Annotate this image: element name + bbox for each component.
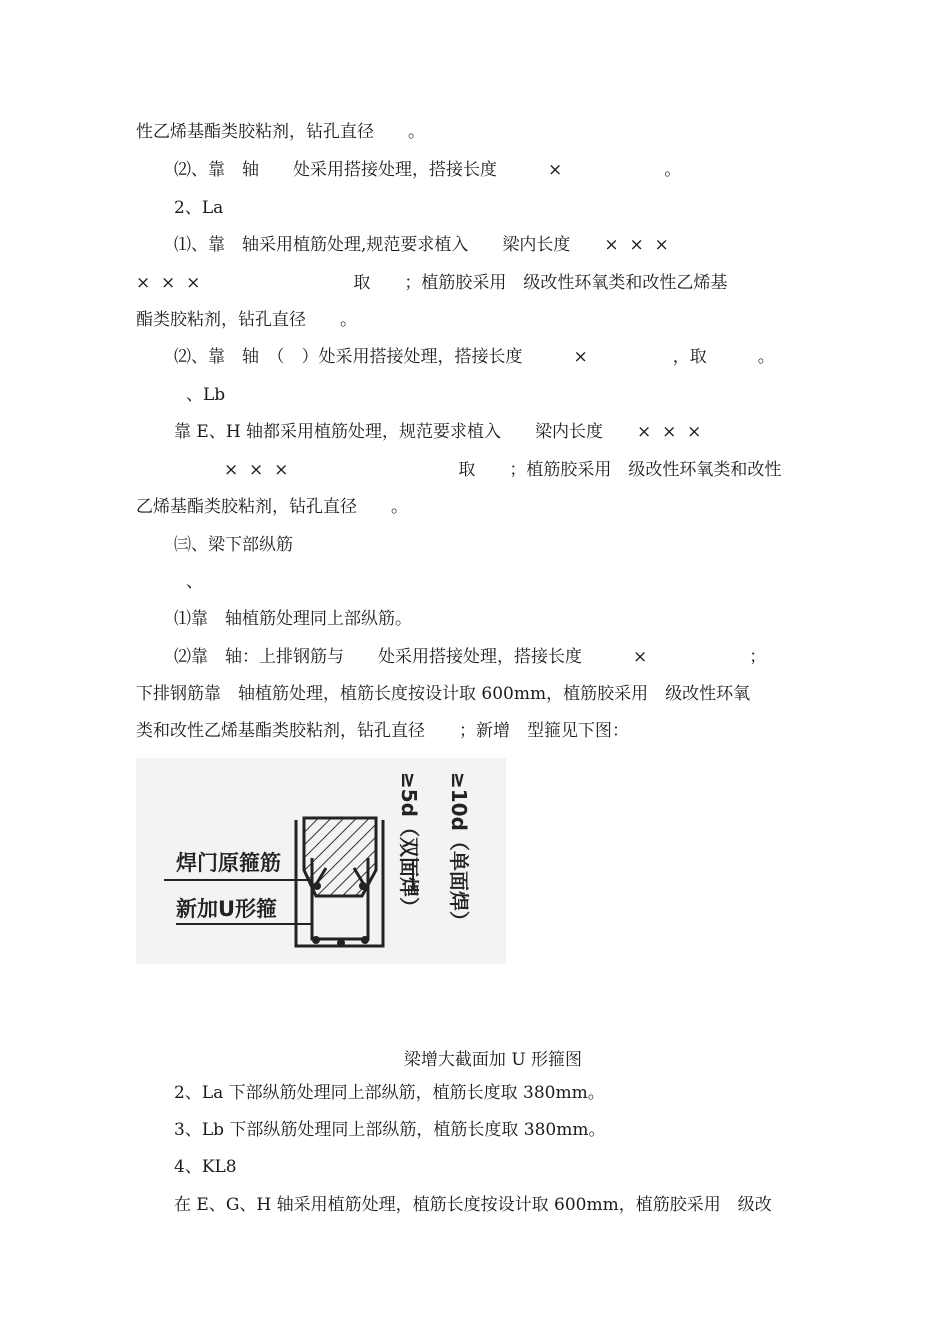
rebar-dot [359,882,367,890]
single-weld-label: ≥10d（单面焊） [447,772,471,931]
text-line: 靠 E、H 轴都采用植筋处理，规范要求植入 梁内长度 × × × [174,422,702,442]
rebar-dot [337,939,345,947]
text-line: × × × 取 ；植筋胶采用 级改性环氧类和改性 [224,460,782,480]
rebar-dot [361,936,369,944]
u-stirrup-diagram [136,758,506,964]
text-line: 乙烯基酯类胶粘剂，钻孔直径 。 [136,497,408,517]
text-line: 、Lb [186,385,226,405]
text-line: 在 E、G、H 轴采用植筋处理，植筋长度按设计取 600mm，植筋胶采用 级改 [174,1195,772,1215]
double-weld-label: ≥5d（双面焊） [397,772,421,917]
text-line: ⑴、靠 轴采用植筋处理,规范要求植入 梁内长度 × × × [174,235,669,255]
text-line: 酯类胶粘剂，钻孔直径 。 [136,310,357,330]
text-line: ⑵靠 轴：上排钢筋与 处采用搭接处理，搭接长度 × ； [174,647,767,667]
new-u-stirrup-label: 新加U形箍 [176,897,278,921]
text-line: 3、Lb 下部纵筋处理同上部纵筋，植筋长度取 380mm。 [174,1120,606,1140]
text-line: × × × 取 ；植筋胶采用 级改性环氧类和改性乙烯基 [136,273,728,293]
text-line: 4、KL8 [174,1157,237,1177]
rebar-dot [313,882,321,890]
text-line: 类和改性乙烯基酯类胶粘剂，钻孔直径 ；新增 型箍见下图： [136,721,629,741]
weld-stirrup-label: 焊门原箍筋 [176,851,281,875]
text-line: 性乙烯基酯类胶粘剂，钻孔直径 。 [136,122,425,142]
text-line: ⑴靠 轴植筋处理同上部纵筋。 [174,609,412,629]
figure-caption: 梁增大截面加 U 形箍图 [403,1050,583,1070]
text-line: ㈢、梁下部纵筋 [174,535,293,555]
text-line: 2、La [174,198,224,218]
text-line: 、 [186,572,203,592]
rebar-dot [312,936,320,944]
text-line: ⑵、靠 轴 （ ）处采用搭接处理，搭接长度 × ，取 。 [174,347,775,367]
text-line: 2、La 下部纵筋处理同上部纵筋，植筋长度取 380mm。 [174,1083,605,1103]
u-stirrup-figure [136,758,506,964]
text-line: 下排钢筋靠 轴植筋处理，植筋长度按设计取 600mm，植筋胶采用 级改性环氧 [136,684,751,704]
text-line: ⑵、靠 轴 处采用搭接处理，搭接长度 × 。 [174,160,682,180]
